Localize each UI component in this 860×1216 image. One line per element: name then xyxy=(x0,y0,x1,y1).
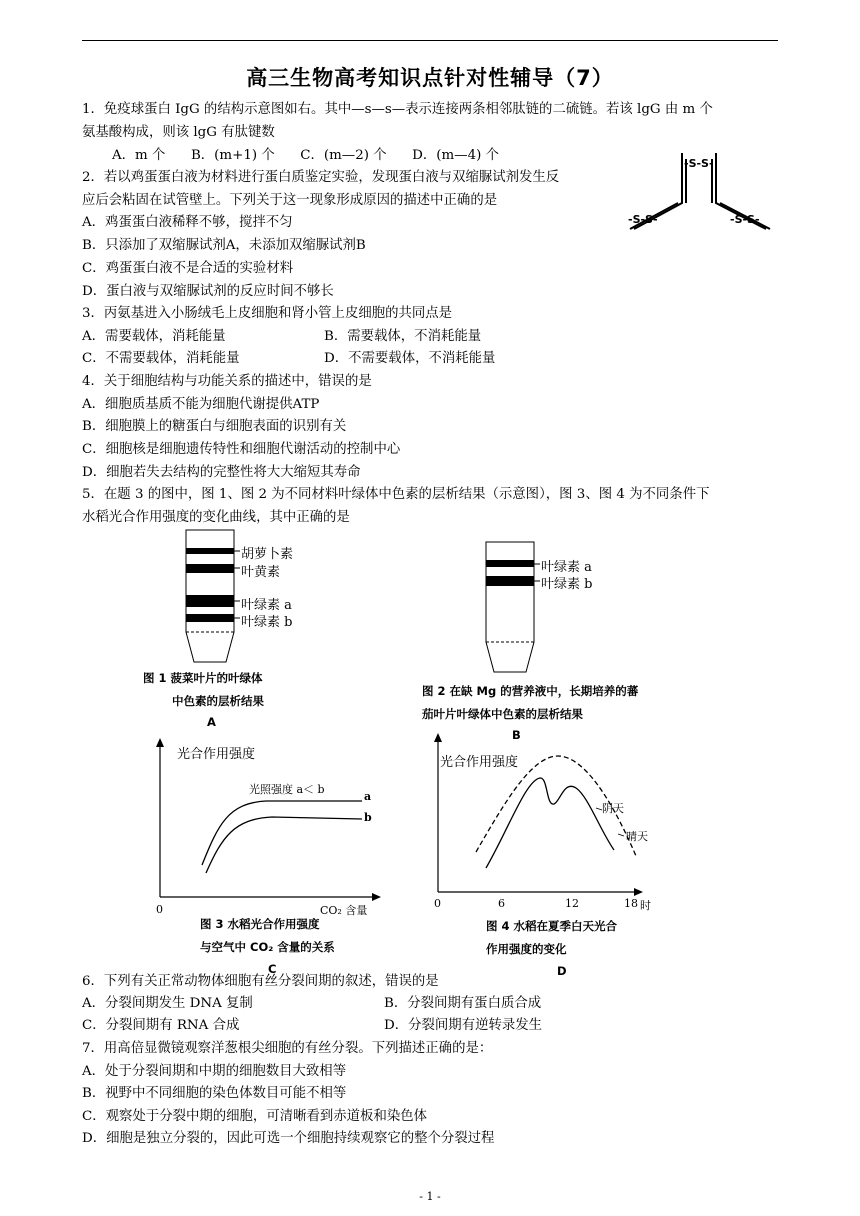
q3-stem: 3．丙氨基进入小肠绒毛上皮细胞和肾小管上皮细胞的共同点是 xyxy=(82,306,453,321)
figure3-origin: 0 xyxy=(156,903,163,916)
q3-option-d: D．不需要载体，不消耗能量 xyxy=(324,351,496,366)
figure3-curve-b xyxy=(206,817,362,873)
q4-option-d: D．细胞若失去结构的完整性将大大缩短其寿命 xyxy=(82,465,361,480)
q2-option-c: C．鸡蛋蛋白液不是合适的实验材料 xyxy=(82,261,294,276)
q1-options: A．m 个 B．(m+1) 个 C．(m—2) 个 D．(m—4) 个 xyxy=(112,148,499,163)
figure4-origin: 0 xyxy=(434,897,441,910)
figure4-tick-18: 18 xyxy=(624,897,638,910)
figure1-letter: A xyxy=(207,715,216,729)
q4-stem: 4．关于细胞结构与功能关系的描述中，错误的是 xyxy=(82,374,372,389)
figure1-caption-line2: 中色素的层析结果 xyxy=(172,694,264,708)
q5-stem-line2: 水稻光合作用强度的变化曲线，其中正确的是 xyxy=(82,510,350,525)
figure2-caption-line1: 图 2 在缺 Mg 的营养液中，长期培养的蕃 xyxy=(422,684,639,698)
q3-option-c: C．不需要载体，消耗能量 xyxy=(82,351,240,366)
q7-option-c: C．观察处于分裂中期的细胞，可清晰看到赤道板和染色体 xyxy=(82,1109,428,1124)
figure4-series-label-sunny: 晴天 xyxy=(626,830,648,843)
igg-label-right: -S-S- xyxy=(730,213,760,226)
figure4-caption-line1: 图 4 水稻在夏季白天光合 xyxy=(486,919,618,933)
header-rule xyxy=(82,40,778,41)
figure4-tick-6: 6 xyxy=(498,897,505,910)
q5-stem-line1: 5．在题 3 的图中，图 1、图 2 为不同材料叶绿体中色素的层析结果（示意图），图 3、图 4 为不同条件下 xyxy=(82,487,710,502)
q1-stem-line1: 1．免疫球蛋白 IgG 的结构示意图如右。其中—s—s—表示连接两条相邻肽链的二硫链。若该 lgG 由 m 个 xyxy=(82,102,713,117)
figure3-curve-b-label: b xyxy=(364,811,372,824)
figure3-caption-line1: 图 3 水稻光合作用强度 xyxy=(200,917,320,931)
q4-option-b: B．细胞膜上的糖蛋白与细胞表面的识别有关 xyxy=(82,419,347,434)
q4-option-a: A．细胞质基质不能为细胞代谢提供ATP xyxy=(82,397,320,412)
figure4-series-label-cloudy: 阴天 xyxy=(602,802,624,815)
q7-option-d: D．细胞是独立分裂的，因此可选一个细胞持续观察它的整个分裂过程 xyxy=(82,1131,495,1146)
figure1-band-chlorophyll-b xyxy=(186,614,234,622)
figure4-curve-cloudy xyxy=(486,778,614,868)
q6-option-b: B．分裂间期有蛋白质合成 xyxy=(384,996,542,1011)
figure2-band-chlorophyll-a xyxy=(486,560,534,567)
figure1-band-label-carotene: 胡萝卜素 xyxy=(241,547,294,562)
figure1-caption-line1: 图 1 菠菜叶片的叶绿体 xyxy=(143,671,263,685)
figure4-y-arrow-icon xyxy=(434,733,442,742)
figure3-y-label: 光合作用强度 xyxy=(177,747,256,762)
figure4-tick-unit: 时 xyxy=(640,899,651,912)
page-number: - 1 - xyxy=(419,1190,441,1203)
q2-stem-line2: 应后会粘固在试管壁上。下列关于这一现象形成原因的描述中正确的是 xyxy=(82,193,498,208)
figure2-caption-line2: 茄叶片叶绿体中色素的层析结果 xyxy=(422,707,583,721)
figure4-caption-line2: 作用强度的变化 xyxy=(486,942,567,956)
figure2-letter: B xyxy=(512,728,521,742)
figure1-band-label-chlorophyll-a: 叶绿素 a xyxy=(241,598,292,613)
page-title: 高三生物高考知识点针对性辅导（7） xyxy=(246,66,614,90)
figure1-band-carotene xyxy=(186,548,234,554)
q6-stem: 6．下列有关正常动物体细胞有丝分裂间期的叙述，错误的是 xyxy=(82,974,439,989)
q2-stem-line1: 2．若以鸡蛋蛋白液为材料进行蛋白质鉴定实验，发现蛋白液与双缩脲试剂发生反 xyxy=(82,170,560,185)
figure4-letter: D xyxy=(557,964,567,978)
figure1-band-label-chlorophyll-b: 叶绿素 b xyxy=(241,615,293,630)
igg-label-top: -S-S- xyxy=(684,157,714,170)
igg-label-left: -S-S- xyxy=(628,213,658,226)
igg-structure-diagram xyxy=(620,145,790,240)
q7-stem: 7．用高倍显微镜观察洋葱根尖细胞的有丝分裂。下列描述正确的是： xyxy=(82,1041,493,1056)
figure3-caption-line2: 与空气中 CO₂ 含量的关系 xyxy=(200,940,335,954)
q6-option-a: A．分裂间期发生 DNA 复制 xyxy=(82,996,253,1011)
figure1-band-label-xanthophyll: 叶黄素 xyxy=(241,565,281,580)
q2-option-b: B．只添加了双缩脲试剂A，未添加双缩脲试剂B xyxy=(82,238,366,253)
figure1-band-chlorophyll-a xyxy=(186,595,234,607)
figure3-x-label: CO₂ 含量 xyxy=(320,904,368,917)
figure1-band-xanthophyll xyxy=(186,564,234,573)
q4-option-c: C．细胞核是细胞遗传特性和细胞代谢活动的控制中心 xyxy=(82,442,401,457)
q7-option-a: A．处于分裂间期和中期的细胞数目大致相等 xyxy=(82,1064,347,1079)
figure3-curve-a xyxy=(202,801,362,865)
q6-option-d: D．分裂间期有逆转录发生 xyxy=(384,1018,543,1033)
figure2-band-chlorophyll-b xyxy=(486,576,534,586)
figure2-band-label-chlorophyll-a: 叶绿素 a xyxy=(541,560,592,575)
q2-option-a: A．鸡蛋蛋白液稀释不够，搅拌不匀 xyxy=(82,215,293,230)
figure4-y-label: 光合作用强度 xyxy=(440,755,519,770)
q1-stem-line2: 氨基酸构成，则该 lgG 有肽键数 xyxy=(82,125,275,140)
figure2-band-label-chlorophyll-b: 叶绿素 b xyxy=(541,577,593,592)
q2-option-d: D．蛋白液与双缩脲试剂的反应时间不够长 xyxy=(82,284,334,299)
q3-option-b: B．需要载体，不消耗能量 xyxy=(324,329,482,344)
figure3-curve-a-label: a xyxy=(364,790,372,803)
figure3-letter: C xyxy=(268,962,277,976)
figure3-x-arrow-icon xyxy=(372,893,381,901)
q6-option-c: C．分裂间期有 RNA 合成 xyxy=(82,1018,240,1033)
q3-option-a: A．需要载体，消耗能量 xyxy=(82,329,226,344)
figure3-y-arrow-icon xyxy=(156,738,164,747)
figure4-tick-12: 12 xyxy=(565,897,579,910)
figure4-x-arrow-icon xyxy=(634,888,643,896)
q7-option-b: B．视野中不同细胞的染色体数目可能不相等 xyxy=(82,1086,347,1101)
figure3-annotation: 光照强度 a＜ b xyxy=(249,783,325,796)
